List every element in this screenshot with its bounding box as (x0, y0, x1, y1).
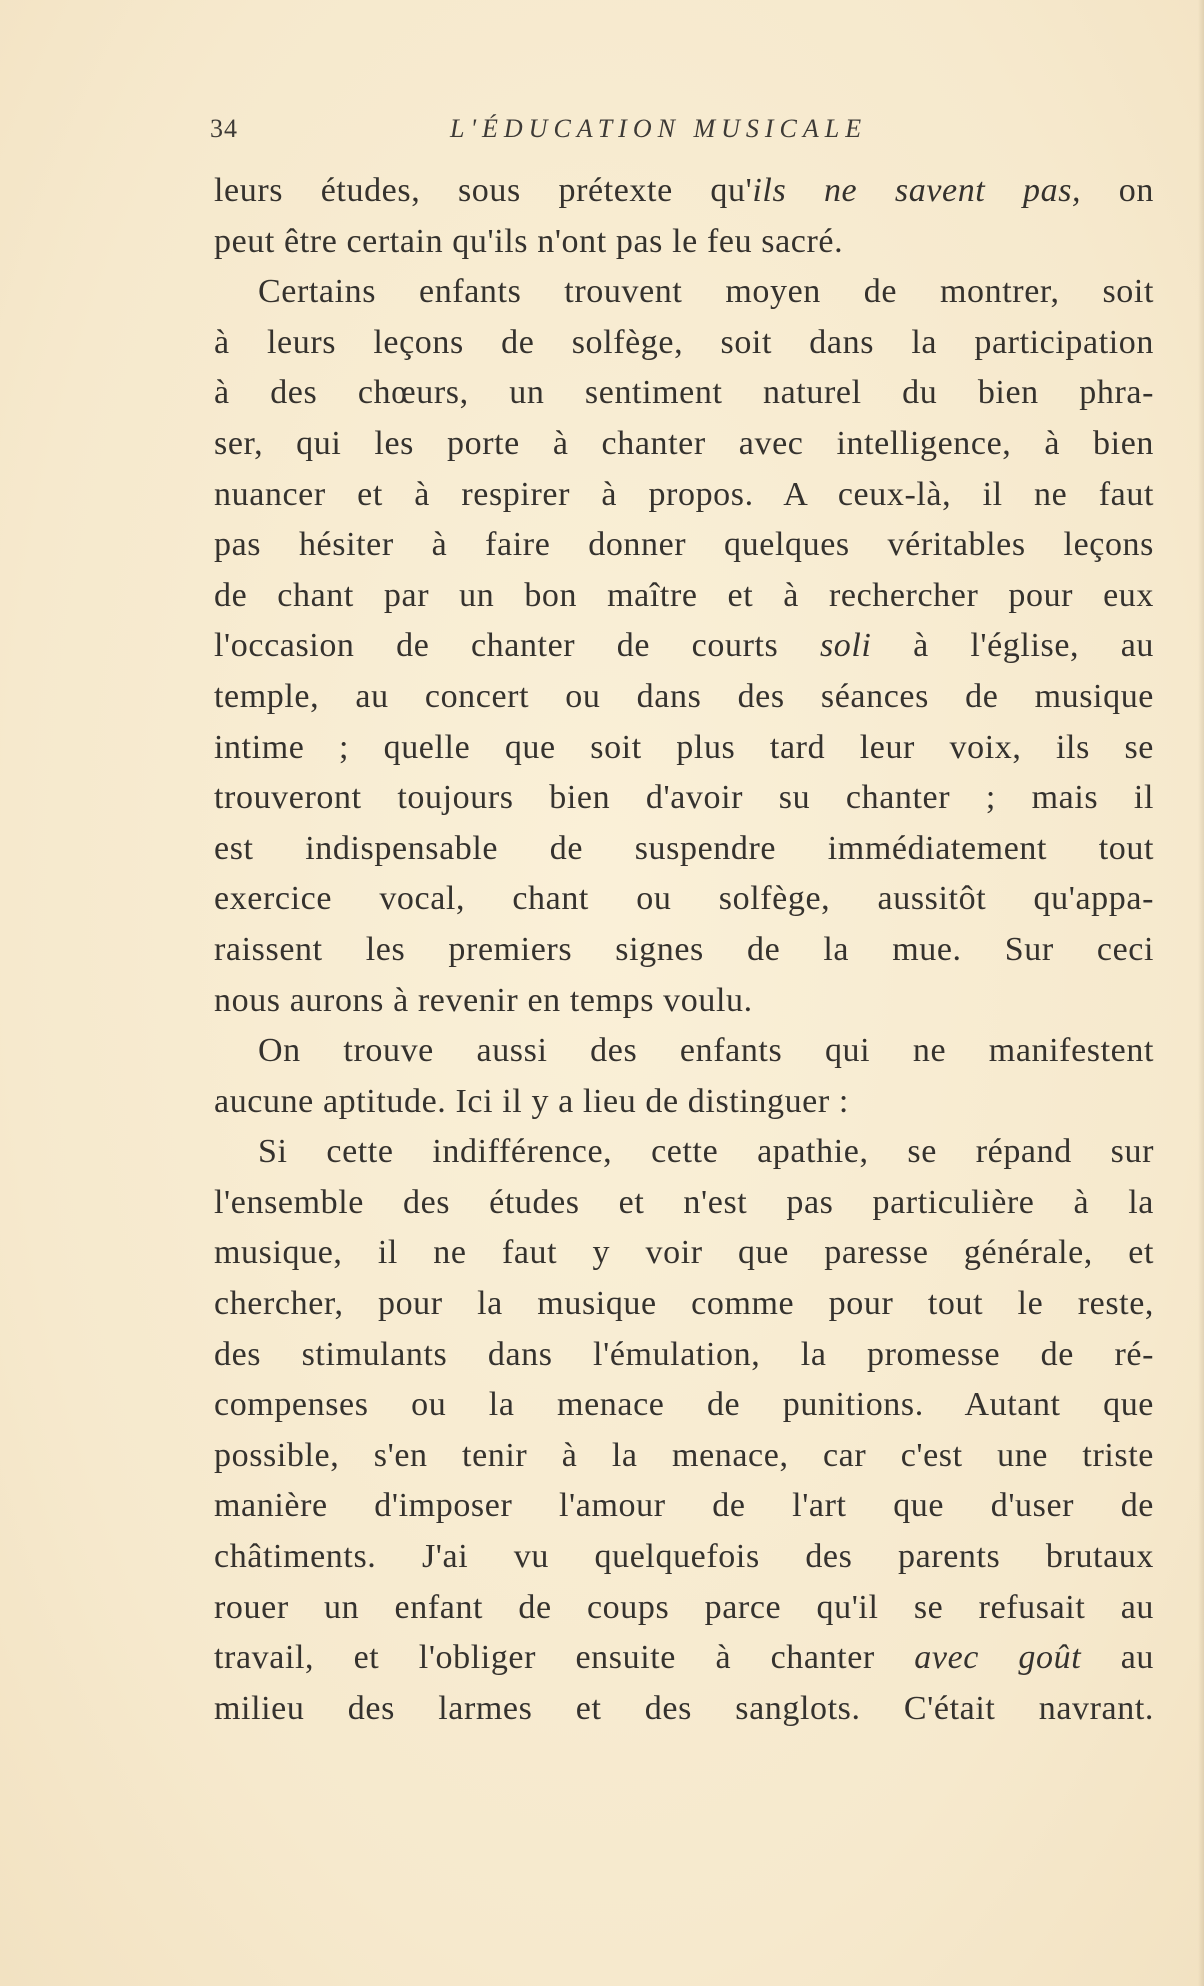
body-text (214, 166, 1154, 1734)
text-run: l'ensemble des études et n'est pas particulière à la (214, 1183, 1154, 1221)
text-run: à des chœurs, un sentiment naturel du bien phra- (214, 374, 1154, 412)
text-run: est indispensable de suspendre immédiatement tout (214, 829, 1154, 867)
text-line (214, 267, 1154, 318)
text-run: nous aurons à revenir en temps voulu. (214, 981, 753, 1019)
text-line (214, 217, 1154, 268)
text-line (214, 874, 1154, 925)
text-run: aucune aptitude. Ici il y a lieu de distinguer : (214, 1082, 849, 1120)
page-header (210, 114, 1156, 150)
text-line (214, 1026, 1154, 1077)
text-line (214, 1127, 1154, 1178)
text-line (214, 520, 1154, 571)
text-run: milieu des larmes et des sanglots. C'était navrant. (214, 1689, 1154, 1727)
text-run: Certains enfants trouvent moyen de montrer, soit (258, 273, 1154, 311)
text-run: On trouve aussi des enfants qui ne manifestent (258, 1032, 1154, 1070)
text-line (214, 1228, 1154, 1279)
text-line (214, 1633, 1154, 1684)
text-run: peut être certain qu'ils n'ont pas le feu sacré. (214, 222, 844, 260)
text-run: à l'église, au (871, 627, 1154, 665)
text-run: travail, et l'obliger ensuite à chanter (214, 1639, 915, 1677)
italic-text-run: avec goût (914, 1639, 1082, 1677)
text-run: musique, il ne faut y voir que paresse générale, et (214, 1234, 1154, 1272)
text-line (214, 166, 1154, 217)
text-run: Si cette indifférence, cette apathie, se répand sur (258, 1133, 1154, 1171)
text-line (214, 368, 1154, 419)
italic-text-run: ils ne savent pas, (752, 172, 1082, 209)
text-line (214, 1532, 1154, 1583)
text-line (214, 419, 1154, 470)
text-line (214, 824, 1154, 875)
text-run: trouveront toujours bien d'avoir su chanter ; mais il (214, 779, 1154, 817)
text-line (214, 1481, 1154, 1532)
text-run: on (1081, 172, 1154, 209)
text-run: chercher, pour la musique comme pour tout le reste, (214, 1285, 1154, 1323)
text-line (214, 318, 1154, 369)
text-run: pas hésiter à faire donner quelques véritables leçons (214, 526, 1154, 564)
text-run: châtiments. J'ai vu quelquefois des parents brutaux (214, 1538, 1154, 1576)
text-line (214, 976, 1154, 1027)
text-line (214, 773, 1154, 824)
text-line (214, 1279, 1154, 1330)
text-run: leurs études, sous prétexte qu' (214, 172, 753, 209)
text-run: manière d'imposer l'amour de l'art que d'user de (214, 1487, 1154, 1525)
text-run: ser, qui les porte à chanter avec intelligence, à bien (214, 424, 1154, 462)
text-run: à leurs leçons de solfège, soit dans la participation (214, 323, 1154, 361)
text-line (214, 1684, 1154, 1735)
page-edge-shadow (1198, 0, 1204, 1986)
text-line (214, 1431, 1154, 1482)
text-run: temple, au concert ou dans des séances de musique (214, 677, 1154, 715)
text-run: au (1081, 1639, 1154, 1677)
text-run: exercice vocal, chant ou solfège, aussitôt qu'appa- (214, 880, 1154, 918)
text-run: de chant par un bon maître et à rechercher pour eux (214, 576, 1154, 614)
text-line (214, 1178, 1154, 1229)
text-line (214, 1330, 1154, 1381)
italic-text-run: soli (819, 627, 872, 665)
text-run: compenses ou la menace de punitions. Autant que (214, 1386, 1154, 1424)
text-line (214, 1077, 1154, 1128)
text-line (214, 1380, 1154, 1431)
text-line (214, 470, 1154, 521)
text-run: intime ; quelle que soit plus tard leur voix, ils se (214, 728, 1154, 766)
text-line (214, 723, 1154, 774)
text-line (214, 1583, 1154, 1634)
text-run: nuancer et à respirer à propos. A ceux-là, il ne faut (214, 475, 1154, 513)
text-run: des stimulants dans l'émulation, la promesse de ré- (214, 1335, 1154, 1373)
text-line (214, 672, 1154, 723)
page-number: 34 (210, 114, 238, 143)
running-head: L'ÉDUCATION MUSICALE (450, 114, 868, 143)
text-line (214, 571, 1154, 622)
text-run: raissent les premiers signes de la mue. Sur ceci (214, 930, 1154, 968)
text-run: possible, s'en tenir à la menace, car c'est une triste (214, 1436, 1154, 1474)
text-line (214, 621, 1154, 672)
text-run: l'occasion de chanter de courts (214, 627, 820, 665)
text-run: rouer un enfant de coups parce qu'il se refusait au (214, 1588, 1154, 1626)
text-line (214, 925, 1154, 976)
